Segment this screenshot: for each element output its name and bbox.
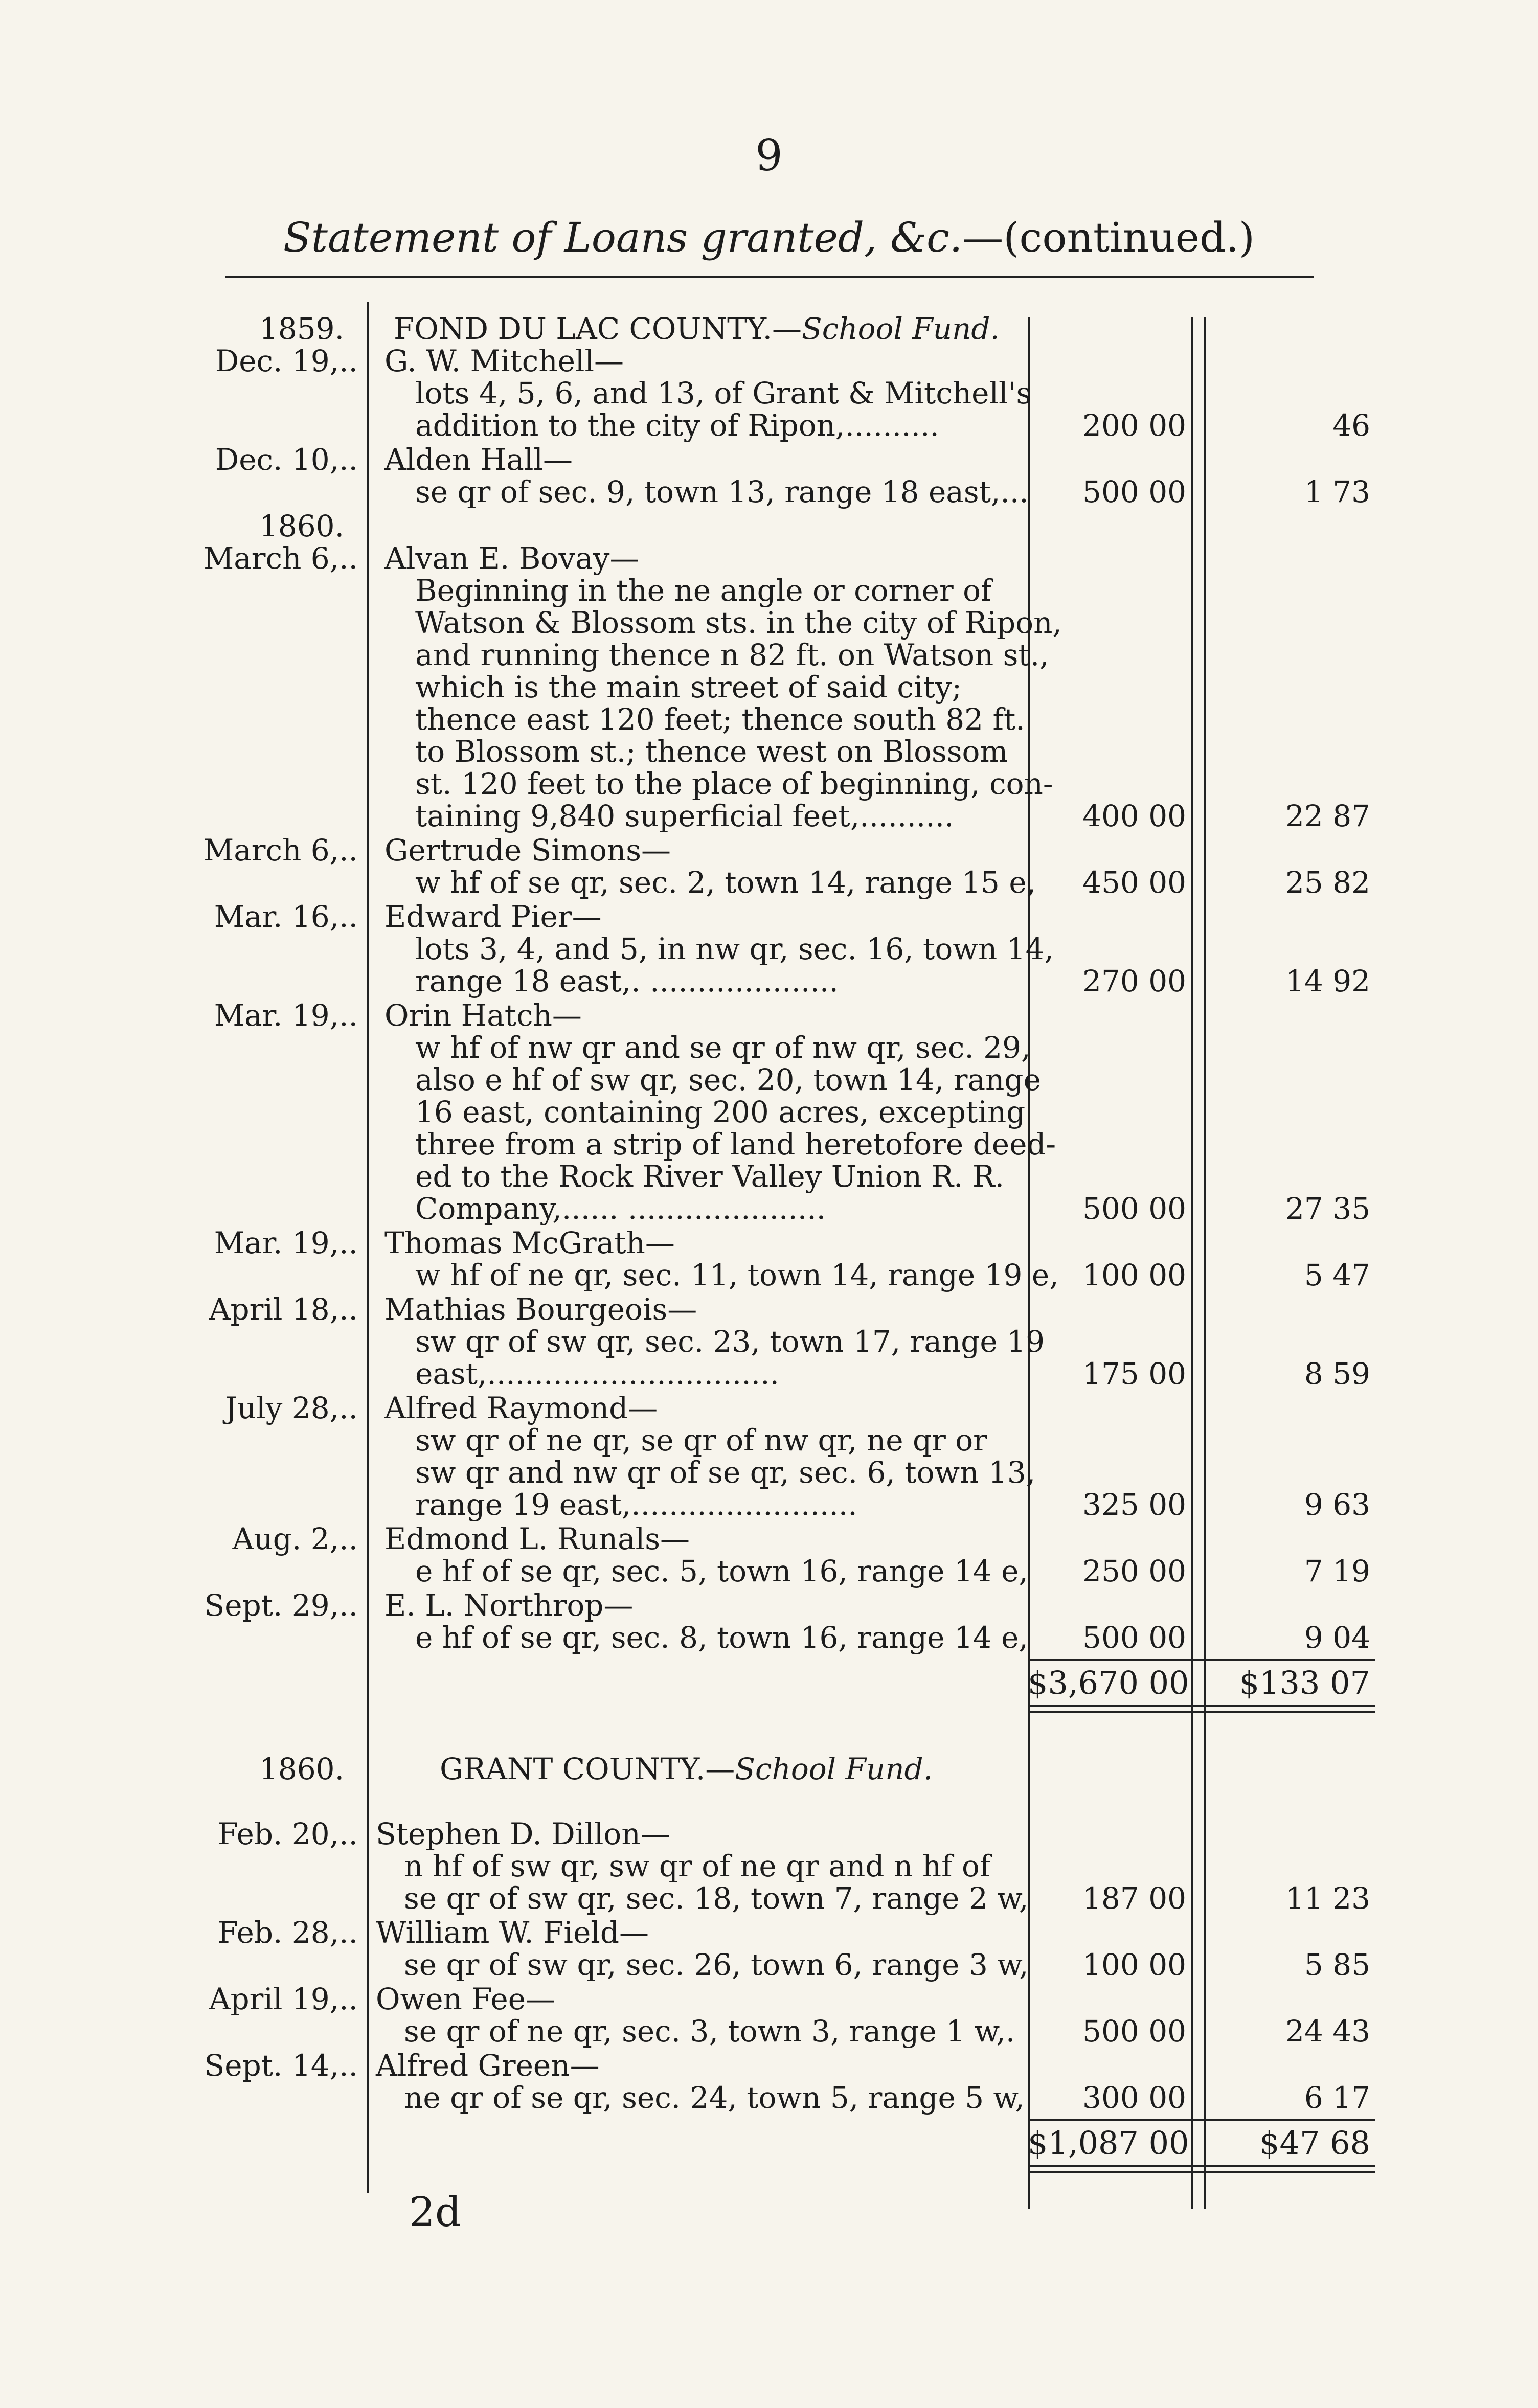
grant-entry-description: se qr of ne qr, sec. 3, town 3, range 1 w,. [404,2014,1015,2049]
grant-entry-description: n hf of sw qr, sw qr of ne qr and n hf of [404,1849,991,1883]
fond_du_lac-entry-date: April 18,.. [209,1292,358,1327]
fond_du_lac-entry-description: ed to the Rock River Valley Union R. R. [415,1159,1005,1194]
fond_du_lac-entry-description: 16 east, containing 200 acres, excepting [415,1095,1026,1129]
fond_du_lac-entry-date: July 28,.. [225,1391,358,1425]
fond_du_lac-entry-description: range 19 east,........................ [415,1487,857,1522]
fond_du_lac-entry-description: w hf of ne qr, sec. 11, town 14, range 19 e, [415,1258,1059,1292]
fond_du_lac-entry-name: Thomas McGrath— [384,1225,675,1260]
fond_du_lac-heading [394,313,1000,345]
fond_du_lac-entry-interest: 22 87 [1285,799,1370,833]
page-number: 9 [755,130,783,180]
grant-entry-description: ne qr of se qr, sec. 24, town 5, range 5 w, [404,2080,1025,2115]
fond_du_lac-entry-description: addition to the city of Ripon,.......... [415,408,939,443]
grant-entry-amount: 100 00 [1082,1947,1186,1982]
fond_du_lac-entry-year: 1860. [259,509,345,543]
fond_du_lac-entry-date: Mar. 16,.. [214,899,358,934]
fond_du_lac-entry-interest: 8 59 [1304,1356,1370,1391]
fond_du_lac-year: 1859. [259,311,345,346]
title-italic: Statement of Loans granted, &c. [283,214,963,261]
fond_du_lac-entry-description: sw qr of sw qr, sec. 23, town 17, range 19 [415,1324,1045,1359]
fond_du_lac-entry-name: Alvan E. Bovay— [384,541,640,576]
fond_du_lac-entry-interest: 9 04 [1304,1620,1370,1655]
fond_du_lac-entry-description: three from a strip of land heretofore deed- [415,1127,1056,1162]
grant-entry-amount: 300 00 [1082,2080,1186,2115]
grant-entry-interest: 11 23 [1285,1881,1370,1916]
fond_du_lac-entry-amount: 270 00 [1082,964,1186,998]
fond_du_lac-entry-amount: 450 00 [1082,865,1186,900]
fond_du_lac-entry-date: Mar. 19,.. [214,998,358,1033]
fond_du_lac-entry-description: w hf of nw qr and se qr of nw qr, sec. 29, [415,1030,1031,1065]
fond_du_lac-entry-description: Watson & Blossom sts. in the city of Ripon, [415,605,1062,640]
grant-total-rule-b [1028,2171,1375,2173]
fond_du_lac-entry-date: Aug. 2,.. [232,1521,358,1556]
fond_du_lac-entry-description: se qr of sec. 9, town 13, range 18 east,... [415,474,1029,509]
grant-total-interest: $47 68 [1259,2124,1370,2162]
fond_du_lac-entry-interest: 27 35 [1285,1191,1370,1226]
fond_du_lac-entry-name: Mathias Bourgeois— [384,1292,697,1327]
fond_du_lac-entry-amount: 500 00 [1082,1620,1186,1655]
grant-entry-interest: 24 43 [1285,2014,1370,2049]
grant-entry-name: Stephen D. Dillon— [376,1816,670,1851]
fond_du_lac-entry-description: to Blossom st.; thence west on Blossom [415,734,1008,769]
fond_du_lac-heading-dash: — [772,311,802,346]
fond_du_lac-entry-amount: 500 00 [1082,474,1186,509]
grant-entry-date: Feb. 20,.. [217,1816,358,1851]
fond_du_lac-entry-date: Sept. 29,.. [204,1588,358,1623]
fond_du_lac-entry-description: e hf of se qr, sec. 8, town 16, range 14 e, [415,1620,1028,1655]
fond_du_lac-entry-interest: 5 47 [1304,1258,1370,1292]
fond_du_lac-entry-interest: 25 82 [1285,865,1370,900]
top-rule [225,276,1314,278]
fond_du_lac-entry-description: sw qr of ne qr, se qr of nw qr, ne qr or [415,1423,987,1458]
fond_du_lac-entry-interest: 7 19 [1304,1554,1370,1588]
fond_du_lac-entry-name: Edmond L. Runals— [384,1521,690,1556]
fond_du_lac-entry-date: March 6,.. [203,833,358,868]
grant-entry-interest: 5 85 [1304,1947,1370,1982]
grant-entry-description: se qr of sw qr, sec. 18, town 7, range 2 w, [404,1881,1029,1916]
fond_du_lac-entry-description: taining 9,840 superficial feet,.......... [415,799,954,833]
fond_du_lac-entry-amount: 500 00 [1082,1191,1186,1226]
grant-entry-interest: 6 17 [1304,2080,1370,2115]
grant-year: 1860. [259,1752,345,1786]
fond_du_lac-entry-amount: 400 00 [1082,799,1186,833]
fond_du_lac-entry-description: east,............................... [415,1356,779,1391]
fond_du_lac-entry-interest: 1 73 [1304,474,1370,509]
fond_du_lac-entry-date: Dec. 10,.. [215,442,358,477]
amount-column-rule [1191,317,1193,2209]
fond_du_lac-entry-description: range 18 east,. .................... [415,964,839,998]
fond_du_lac-entry-name: Edward Pier— [384,899,602,934]
fond_du_lac-entry-description: also e hf of sw qr, sec. 20, town 14, range [415,1062,1041,1097]
grant-entry-amount: 187 00 [1082,1881,1186,1916]
left-column-rule [367,302,369,2193]
grant-entry-name: William W. Field— [376,1915,649,1950]
grant-entry-date: Feb. 28,.. [217,1915,358,1950]
fond_du_lac-entry-amount: 100 00 [1082,1258,1186,1292]
fond_du_lac-entry-description: which is the main street of said city; [415,670,962,705]
footer-signature: 2d [409,2188,462,2236]
fond_du_lac-entry-date: March 6,.. [203,541,358,576]
fond_du_lac-entry-name: Alden Hall— [384,442,573,477]
fond_du_lac-total-amount: $3,670 00 [1028,1664,1189,1701]
title-plain: —(continued.) [962,214,1255,261]
fond_du_lac-entry-description: e hf of se qr, sec. 5, town 16, range 14 e, [415,1554,1028,1588]
fond_du_lac-entry-amount: 250 00 [1082,1554,1186,1588]
fond_du_lac-entry-interest: 14 92 [1285,964,1370,998]
fond_du_lac-total-rule-a [1028,1705,1375,1707]
fond_du_lac-entry-amount: 175 00 [1082,1356,1186,1391]
grant-heading [440,1753,933,1785]
grant-entry-name: Owen Fee— [376,1982,556,2016]
fond_du_lac-heading-name: FOND DU LAC COUNTY. [394,311,773,346]
grant-fund: School Fund. [735,1752,933,1786]
fond_du_lac-entry-description: and running thence n 82 ft. on Watson st., [415,638,1049,672]
fond_du_lac-total-rule-top [1028,1659,1375,1661]
fond_du_lac-entry-description: Company,...... ..................... [415,1191,826,1226]
fond_du_lac-entry-amount: 325 00 [1082,1487,1186,1522]
fond_du_lac-entry-description: st. 120 feet to the place of beginning, con- [415,766,1053,801]
fond_du_lac-fund: School Fund. [802,311,1000,346]
fond_du_lac-entry-date: Dec. 19,.. [215,344,358,378]
fond_du_lac-entry-description: lots 4, 5, 6, and 13, of Grant & Mitchell's [415,376,1032,411]
grant-entry-date: Sept. 14,.. [204,2048,358,2083]
grant-total-rule-top [1028,2119,1375,2121]
fond_du_lac-entry-description: sw qr and nw qr of se qr, sec. 6, town 13, [415,1455,1036,1490]
grant-heading-dash: — [705,1752,735,1786]
fond_du_lac-entry-description: Beginning in the ne angle or corner of [415,573,992,608]
fond_du_lac-entry-interest: 9 63 [1304,1487,1370,1522]
grant-heading-name: GRANT COUNTY. [440,1752,706,1786]
grant-entry-amount: 500 00 [1082,2014,1186,2049]
grant-total-rule-a [1028,2165,1375,2167]
fond_du_lac-entry-name: E. L. Northrop— [384,1588,634,1623]
fond_du_lac-entry-description: lots 3, 4, and 5, in nw qr, sec. 16, town 14, [415,932,1054,966]
fond_du_lac-entry-name: Orin Hatch— [384,998,582,1033]
fond_du_lac-total-interest: $133 07 [1239,1664,1370,1701]
fond_du_lac-entry-name: Alfred Raymond— [384,1391,658,1425]
fond_du_lac-entry-name: Gertrude Simons— [384,833,671,868]
fond_du_lac-entry-date: Mar. 19,.. [214,1225,358,1260]
grant-entry-name: Alfred Green— [376,2048,600,2083]
fond_du_lac-entry-amount: 200 00 [1082,408,1186,443]
fond_du_lac-entry-name: G. W. Mitchell— [384,344,624,378]
grant-total-amount: $1,087 00 [1028,2124,1189,2162]
fond_du_lac-entry-description: w hf of se qr, sec. 2, town 14, range 15 e, [415,865,1036,900]
grant-entry-description: se qr of sw qr, sec. 26, town 6, range 3 w, [404,1947,1029,1982]
interest-column-rule [1204,317,1206,2209]
grant-entry-date: April 19,.. [209,1982,358,2016]
fond_du_lac-entry-interest: 46 [1332,408,1370,443]
page-title [0,214,1538,261]
fond_du_lac-total-rule-b [1028,1711,1375,1713]
fond_du_lac-entry-description: thence east 120 feet; thence south 82 ft. [415,702,1025,737]
